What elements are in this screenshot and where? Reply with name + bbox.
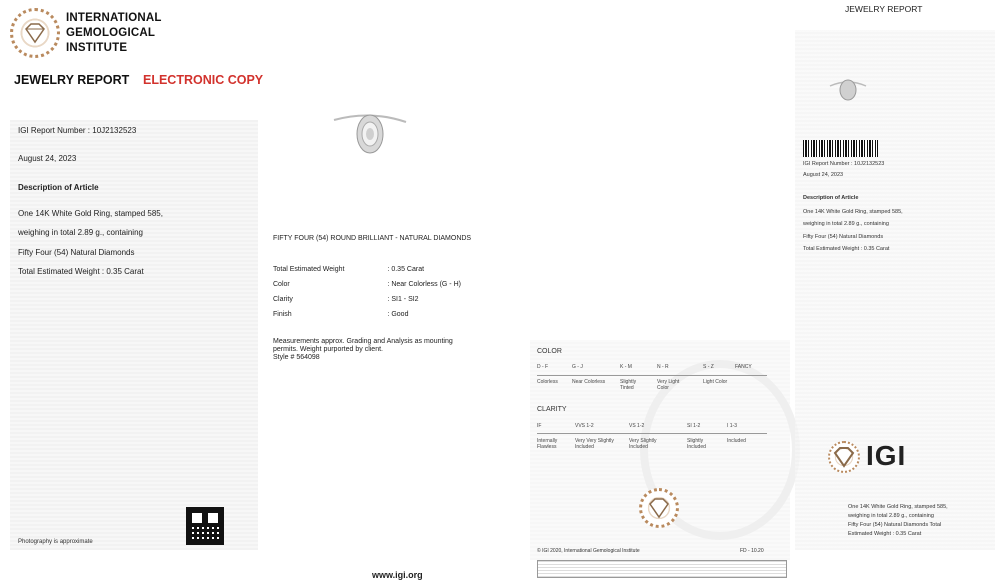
color-name: Slightly Tinted — [620, 379, 637, 391]
stone-title: FIFTY FOUR (54) ROUND BRILLIANT - NATURAL DIAMONDS — [273, 235, 472, 242]
description-heading: Description of Article — [18, 183, 99, 192]
color-name: Very Light Color — [657, 379, 680, 391]
detail-label: Color — [273, 281, 290, 288]
org-line-2: GEMOLOGICAL — [66, 27, 156, 39]
summary-line-2: weighing in total 2.89 g., containing — [848, 513, 934, 519]
right-bottom-summary — [848, 503, 993, 539]
color-grade: G - J — [572, 364, 583, 370]
detail-label: Clarity — [273, 296, 293, 303]
color-grade: D - F — [537, 364, 549, 370]
color-names — [537, 379, 767, 397]
color-name: Colorless — [537, 379, 558, 385]
clarity-names — [537, 438, 767, 456]
organization-name — [66, 11, 162, 56]
color-heading: COLOR — [537, 348, 562, 355]
clarity-name: Slightly Included — [687, 438, 706, 450]
detail-value: : SI1 - SI2 — [387, 296, 419, 303]
detail-label: Finish — [273, 311, 292, 318]
diamond-icon — [22, 20, 48, 46]
clarity-scale — [537, 418, 767, 434]
ring-photo — [330, 106, 410, 158]
comments-line-2: permits. Weight purported by client. — [273, 346, 383, 353]
detail-value: : Good — [387, 311, 409, 318]
total-weight: Total Estimated Weight : 0.35 Carat — [18, 267, 144, 276]
detail-row — [273, 258, 461, 273]
summary-line-1: One 14K White Gold Ring, stamped 585, — [848, 504, 948, 510]
clarity-grade: VVS 1-2 — [575, 423, 594, 429]
comments-line-1: Measurements approx. Grading and Analysis as mounting — [273, 338, 453, 345]
clarity-grade: VS 1-2 — [629, 423, 645, 429]
igi-logo-text: IGI — [866, 440, 907, 471]
igi-seal-logo — [10, 8, 60, 58]
clarity-grade: I 1-3 — [727, 423, 738, 429]
report-number: IGI Report Number : 10J2132523 — [18, 126, 137, 135]
right-report-date: August 24, 2023 — [803, 172, 844, 178]
summary-line-3: Fifty Four (54) Natural Diamonds Total — [848, 522, 942, 528]
description-line-2: weighing in total 2.89 g., containing — [18, 228, 143, 237]
ring-thumbnail — [828, 76, 868, 104]
qr-code-left[interactable] — [186, 507, 224, 545]
right-description-heading: Description of Article — [803, 195, 859, 201]
website-link[interactable]: www.igi.org — [372, 570, 423, 580]
color-grade: FANCY — [735, 364, 752, 370]
color-grade: K - M — [620, 364, 632, 370]
org-line-3: INSTITUTE — [66, 42, 128, 54]
clarity-heading: CLARITY — [537, 406, 567, 413]
clarity-name: Very Very Slightly Included — [575, 438, 614, 450]
diamond-icon — [831, 444, 857, 470]
electronic-copy-label: ELECTRONIC COPY — [143, 73, 264, 87]
color-grade: N - R — [657, 364, 669, 370]
detail-value: : 0.35 Carat — [387, 266, 425, 273]
detail-row — [273, 303, 461, 318]
stone-details — [273, 258, 461, 318]
clarity-grade: IF — [537, 423, 542, 429]
diamond-icon — [646, 495, 672, 521]
form-code: FD - 10.20 — [740, 548, 764, 554]
summary-line-4: Estimated Weight : 0.35 Carat — [848, 531, 922, 537]
copyright: © IGI 2020, International Gemological Institute — [537, 548, 640, 554]
right-total-weight: Total Estimated Weight : 0.35 Carat — [803, 246, 890, 252]
right-report-number: IGI Report Number : 10J2132523 — [803, 161, 885, 167]
right-description-line-2: weighing in total 2.89 g., containing — [803, 221, 889, 227]
barcode — [803, 140, 878, 157]
color-scale — [537, 358, 767, 376]
comments — [273, 338, 453, 362]
clarity-name: Internally Flawless — [537, 438, 558, 450]
photo-note: Photography is approximate — [18, 539, 93, 545]
org-line-1: INTERNATIONAL — [66, 12, 162, 24]
color-name: Light Color — [703, 379, 728, 385]
right-panel — [795, 30, 995, 550]
igi-seal-center — [639, 488, 679, 528]
right-report-title: JEWELRY REPORT — [845, 4, 923, 14]
detail-value: : Near Colorless (G - H) — [387, 281, 461, 288]
color-name: Near Colorless — [572, 379, 606, 385]
igi-logo-mark — [828, 441, 860, 473]
report-title: JEWELRY REPORT — [14, 73, 130, 87]
clarity-grade: SI 1-2 — [687, 423, 701, 429]
detail-row — [273, 273, 461, 288]
description-line-3: Fifty Four (54) Natural Diamonds — [18, 248, 135, 257]
report-date: August 24, 2023 — [18, 154, 77, 163]
color-grade: S - Z — [703, 364, 714, 370]
description-line-1: One 14K White Gold Ring, stamped 585, — [18, 209, 163, 218]
clarity-name: Very Slightly Included — [629, 438, 657, 450]
right-description-line-3: Fifty Four (54) Natural Diamonds — [803, 234, 884, 240]
style-number: Style # 564098 — [273, 354, 320, 361]
clarity-name: Included — [727, 438, 746, 444]
detail-label: Total Estimated Weight — [273, 266, 345, 273]
security-strip — [537, 560, 787, 578]
right-description-line-1: One 14K White Gold Ring, stamped 585, — [803, 209, 903, 215]
detail-row — [273, 288, 461, 303]
